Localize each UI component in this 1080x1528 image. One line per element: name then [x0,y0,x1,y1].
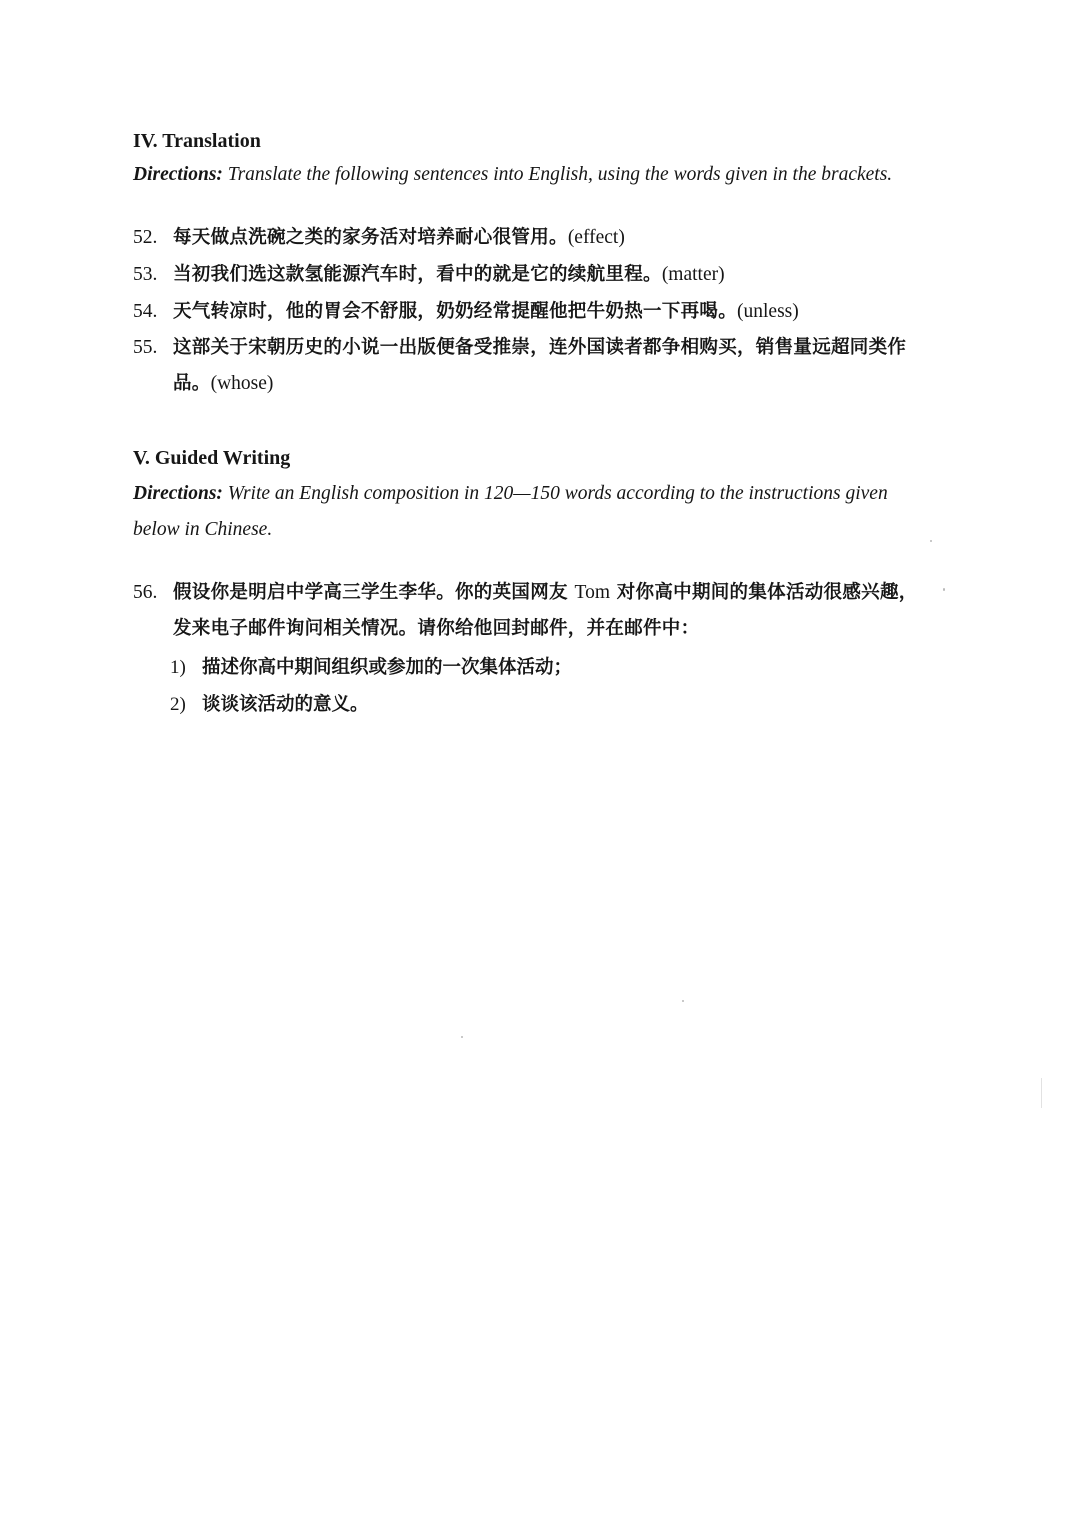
item-number: 52. [133,227,158,248]
writing-subitem-2 [170,687,369,723]
scan-speck [682,1000,684,1002]
item-name-tom: Tom [574,582,611,603]
writing-directions [133,476,933,548]
item-chinese-text-part1: 假设你是明启中学高三学生李华。你的英国网友 [173,582,575,603]
directions-text: Write an English composition in 120—150 words according to the instructions given below in Chinese. [133,483,888,540]
translation-item-55 [133,330,933,402]
scan-speck [930,540,932,542]
writing-item-56 [133,575,933,647]
directions-lead: Directions: [133,164,223,185]
item-number: 53. [133,264,158,285]
section-title-translation: IV. Translation [133,130,261,152]
item-number: 56. [133,582,158,603]
item-number: 54. [133,301,158,322]
translation-item-52 [133,220,933,256]
item-chinese-text: 天气转凉时，他的胃会不舒服，奶奶经常提醒他把牛奶热一下再喝。 [173,301,738,322]
item-number: 55. [133,337,158,358]
writing-subitem-1 [170,650,572,686]
scan-mark [1041,1078,1042,1108]
directions-text: Translate the following sentences into English, using the words given in the brackets. [227,164,893,185]
subitem-text: 谈谈该活动的意义。 [202,694,369,715]
subitem-text: 描述你高中期间组织或参加的一次集体活动； [202,657,573,678]
section-title-guided-writing: V. Guided Writing [133,447,291,469]
translation-item-53 [133,257,933,293]
subitem-marker: 1) [170,657,186,678]
item-keyword: (effect) [567,227,625,248]
subitem-marker: 2) [170,694,186,715]
item-keyword: (unless) [737,301,799,322]
item-chinese-text: 当初我们选这款氢能源汽车时，看中的就是它的续航里程。 [173,264,662,285]
item-chinese-text: 这部关于宋朝历史的小说一出版便备受推崇，连外国读者都争相购买，销售量远超同类作品。 [173,337,907,394]
directions-lead: Directions: [133,483,223,504]
item-keyword: (whose) [210,373,274,394]
item-keyword: (matter) [661,264,725,285]
item-chinese-text-part2: 对你高中期间的集体活动很感兴趣，发来电子邮件询问相关情况。请你给他回封邮件，并在邮件中： [173,582,918,639]
scan-speck [461,1036,463,1038]
item-chinese-text: 每天做点洗碗之类的家务活对培养耐心很管用。 [173,227,568,248]
translation-item-54 [133,294,933,330]
translation-directions [133,157,933,193]
scan-speck [943,588,945,591]
